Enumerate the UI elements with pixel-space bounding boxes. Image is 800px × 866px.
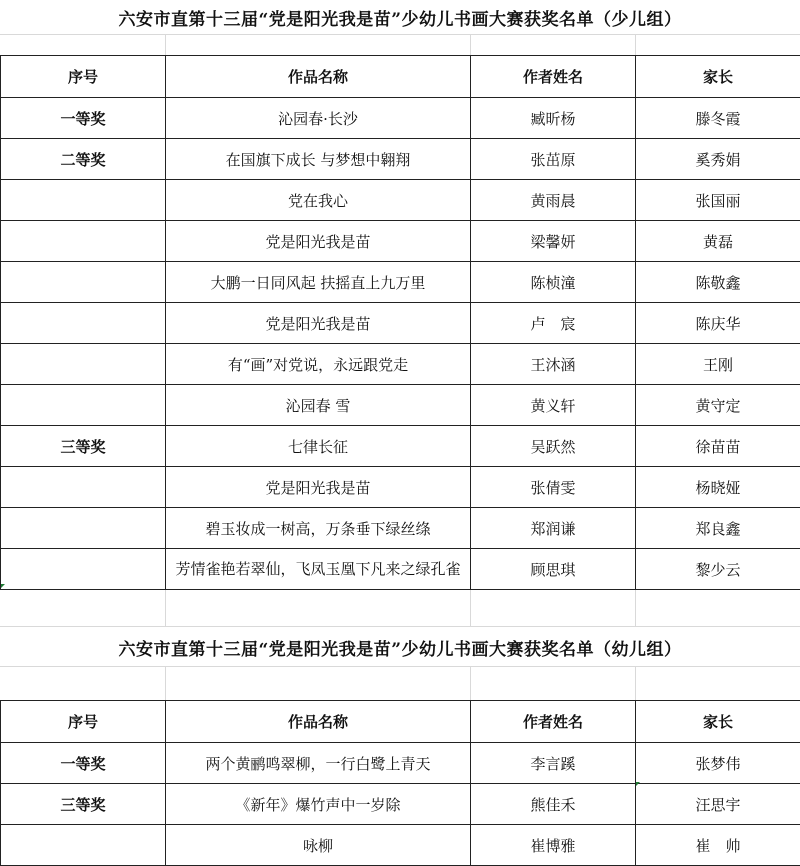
prize-cell[interactable] xyxy=(1,303,166,344)
author-cell[interactable]: 臧昕杨 xyxy=(471,98,636,139)
table-row xyxy=(1,344,800,385)
author-cell[interactable]: 卢 宸 xyxy=(471,303,636,344)
work-cell[interactable]: 七律长征 xyxy=(166,426,471,467)
work-cell[interactable]: 党是阳光我是苗 xyxy=(166,221,471,262)
parent-cell[interactable]: 黎少云 xyxy=(636,549,800,590)
table-row xyxy=(1,180,800,221)
work-cell[interactable]: 咏柳 xyxy=(166,825,471,866)
author-cell[interactable]: 张倩雯 xyxy=(471,467,636,508)
parent-cell[interactable]: 张国丽 xyxy=(636,180,800,221)
parent-cell[interactable]: 滕冬霞 xyxy=(636,98,800,139)
header-work-title[interactable]: 作品名称 xyxy=(166,701,471,743)
prize-cell[interactable]: 二等奖 xyxy=(1,139,166,180)
section1-table xyxy=(0,55,800,590)
prize-cell[interactable] xyxy=(1,344,166,385)
section1-title: 六安市直第十三届“党是阳光我是苗”少幼儿书画大赛获奖名单（少儿组） xyxy=(0,0,800,34)
work-cell[interactable]: 碧玉妆成一树高，万条垂下绿丝绦 xyxy=(166,508,471,549)
header-work-title[interactable]: 作品名称 xyxy=(166,56,471,98)
work-cell[interactable]: 芳情雀艳若翠仙，飞凤玉凰下凡来之绿孔雀 xyxy=(166,549,471,590)
gridline xyxy=(470,666,471,700)
gridline xyxy=(635,666,636,700)
author-cell[interactable]: 崔博雅 xyxy=(471,825,636,866)
table-header-row xyxy=(1,701,800,743)
header-index[interactable]: 序号 xyxy=(1,701,166,743)
header-index[interactable]: 序号 xyxy=(1,56,166,98)
author-cell[interactable]: 吴跃然 xyxy=(471,426,636,467)
table-row xyxy=(1,139,800,180)
work-cell[interactable]: 沁园春·长沙 xyxy=(166,98,471,139)
parent-cell[interactable]: 郑良鑫 xyxy=(636,508,800,549)
prize-cell[interactable] xyxy=(1,825,166,866)
work-cell[interactable]: 大鹏一日同风起 扶摇直上九万里 xyxy=(166,262,471,303)
parent-cell[interactable]: 杨晓娅 xyxy=(636,467,800,508)
table-row xyxy=(1,467,800,508)
header-parent[interactable]: 家长 xyxy=(636,701,800,743)
parent-cell[interactable]: 汪思宇 xyxy=(636,784,800,825)
parent-cell[interactable]: 崔 帅 xyxy=(636,825,800,866)
table-header-row xyxy=(1,56,800,98)
cell-comment-marker xyxy=(1,584,5,588)
parent-cell[interactable]: 黄守定 xyxy=(636,385,800,426)
gridline xyxy=(470,34,471,55)
table-row xyxy=(1,825,800,866)
table-row xyxy=(1,508,800,549)
gridline xyxy=(635,585,636,626)
author-cell[interactable]: 陈桢潼 xyxy=(471,262,636,303)
parent-cell[interactable]: 陈庆华 xyxy=(636,303,800,344)
prize-cell[interactable] xyxy=(1,262,166,303)
prize-cell[interactable]: 三等奖 xyxy=(1,426,166,467)
prize-cell[interactable] xyxy=(1,180,166,221)
table-row xyxy=(1,262,800,303)
prize-cell[interactable] xyxy=(1,221,166,262)
gridline xyxy=(165,34,166,55)
parent-cell[interactable]: 黄磊 xyxy=(636,221,800,262)
work-cell[interactable]: 党是阳光我是苗 xyxy=(166,467,471,508)
work-cell[interactable]: 有“画”对党说，永远跟党走 xyxy=(166,344,471,385)
gridline xyxy=(0,666,800,667)
prize-cell[interactable]: 一等奖 xyxy=(1,98,166,139)
author-cell[interactable]: 王沐涵 xyxy=(471,344,636,385)
table-row xyxy=(1,743,800,784)
gridline xyxy=(0,626,800,627)
prize-cell[interactable] xyxy=(1,549,166,590)
table-row xyxy=(1,385,800,426)
parent-cell[interactable]: 陈敬鑫 xyxy=(636,262,800,303)
work-cell[interactable]: 党在我心 xyxy=(166,180,471,221)
parent-cell[interactable]: 王刚 xyxy=(636,344,800,385)
table-row xyxy=(1,549,800,590)
table-row xyxy=(1,784,800,825)
parent-cell[interactable]: 张梦伟 xyxy=(636,743,800,784)
author-cell[interactable]: 熊佳禾 xyxy=(471,784,636,825)
table-row xyxy=(1,98,800,139)
author-cell[interactable]: 李言蹊 xyxy=(471,743,636,784)
gridline xyxy=(470,585,471,626)
table-row xyxy=(1,221,800,262)
author-cell[interactable]: 郑润谦 xyxy=(471,508,636,549)
prize-cell[interactable] xyxy=(1,467,166,508)
prize-cell[interactable]: 一等奖 xyxy=(1,743,166,784)
work-cell[interactable]: 两个黄鹂鸣翠柳，一行白鹭上青天 xyxy=(166,743,471,784)
parent-cell[interactable]: 徐苗苗 xyxy=(636,426,800,467)
author-cell[interactable]: 张茁原 xyxy=(471,139,636,180)
header-author[interactable]: 作者姓名 xyxy=(471,56,636,98)
gridline xyxy=(635,34,636,55)
work-cell[interactable]: 党是阳光我是苗 xyxy=(166,303,471,344)
table-row xyxy=(1,303,800,344)
work-cell[interactable]: 《新年》爆竹声中一岁除 xyxy=(166,784,471,825)
author-cell[interactable]: 梁馨妍 xyxy=(471,221,636,262)
gridline xyxy=(0,34,800,35)
prize-cell[interactable] xyxy=(1,385,166,426)
header-author[interactable]: 作者姓名 xyxy=(471,701,636,743)
prize-cell[interactable] xyxy=(1,508,166,549)
cell-comment-marker xyxy=(636,782,640,786)
gridline xyxy=(165,585,166,626)
work-cell[interactable]: 沁园春 雪 xyxy=(166,385,471,426)
table-row xyxy=(1,426,800,467)
author-cell[interactable]: 黄义轩 xyxy=(471,385,636,426)
work-cell[interactable]: 在国旗下成长 与梦想中翱翔 xyxy=(166,139,471,180)
section2-table xyxy=(0,700,800,866)
section2-title: 六安市直第十三届“党是阳光我是苗”少幼儿书画大赛获奖名单（幼儿组） xyxy=(0,628,800,666)
prize-cell[interactable]: 三等奖 xyxy=(1,784,166,825)
author-cell[interactable]: 黄雨晨 xyxy=(471,180,636,221)
gridline xyxy=(165,666,166,700)
header-parent[interactable]: 家长 xyxy=(636,56,800,98)
parent-cell[interactable]: 奚秀娟 xyxy=(636,139,800,180)
author-cell[interactable]: 顾思琪 xyxy=(471,549,636,590)
